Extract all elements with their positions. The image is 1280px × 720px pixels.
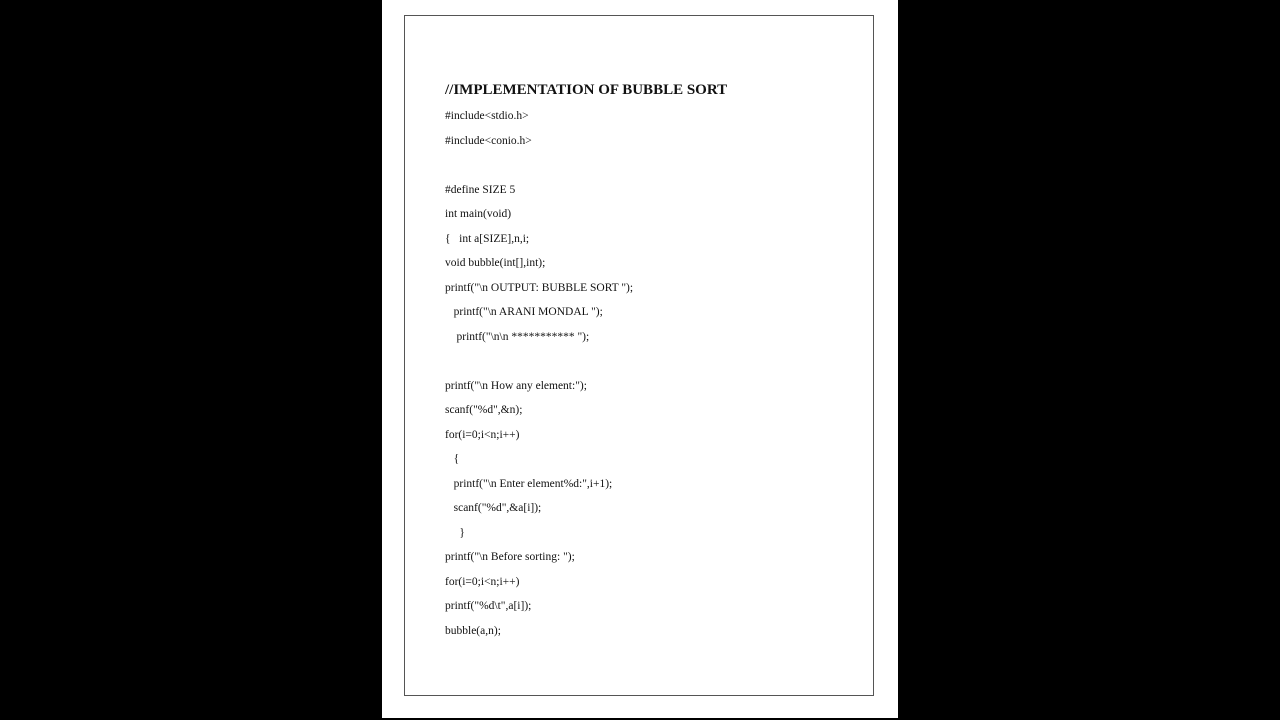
code-line: void bubble(int[],int); [445,257,546,269]
code-line [445,153,865,178]
code-line: #include<stdio.h> [445,110,529,122]
code-line: printf("\n OUTPUT: BUBBLE SORT "); [445,281,634,294]
code-line: } [445,526,465,539]
code-line [445,349,865,374]
code-line: printf("\n\n *********** "); [445,330,590,343]
code-line: int main(void) [445,208,512,220]
code-line: printf("\n Before sorting: "); [445,551,575,563]
code-line: #include<conio.h> [445,134,532,147]
document-title: //IMPLEMENTATION OF BUBBLE SORT [445,82,728,98]
document-page [382,0,898,718]
code-line: scanf("%d",&n); [445,404,523,416]
code-line: printf("\n ARANI MONDAL "); [445,306,603,318]
code-line: { int a[SIZE],n,i; [445,232,530,245]
code-line: printf("\n How any element:"); [445,379,587,392]
code-line: bubble(a,n); [445,624,501,637]
code-line: for(i=0;i<n;i++) [445,575,520,588]
code-line: printf("\n Enter element%d:",i+1); [445,477,613,490]
code-line: printf("%d\t",a[i]); [445,600,532,612]
code-line: for(i=0;i<n;i++) [445,428,520,441]
code-line: { [445,453,460,465]
code-listing [445,80,865,643]
code-line: scanf("%d",&a[i]); [445,502,542,514]
code-line: #define SIZE 5 [445,183,516,196]
